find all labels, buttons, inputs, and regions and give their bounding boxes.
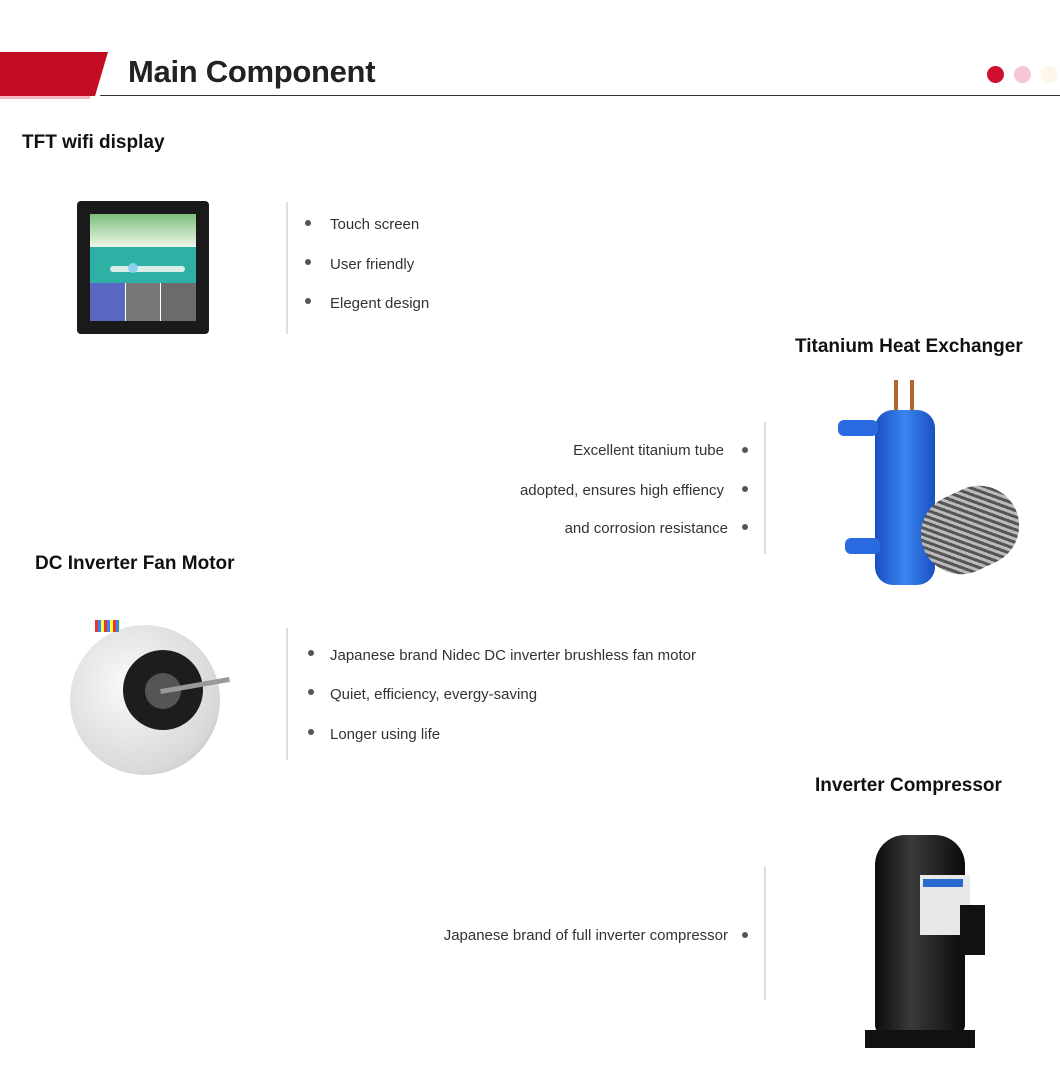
feature-item: Longer using life	[330, 726, 441, 743]
feature-item: User friendly	[330, 256, 415, 273]
bullet-icon	[305, 298, 311, 304]
feature-item: Japanese brand Nidec DC inverter brushless fan motor	[330, 647, 697, 664]
page-title: Main Component	[128, 54, 376, 89]
feature-item: and corrosion resistance	[564, 520, 728, 537]
section-title-fan-motor: DC Inverter Fan Motor	[35, 553, 235, 574]
fan-motor-image	[65, 615, 235, 785]
bullet-icon	[742, 524, 748, 530]
divider-heat-exchanger	[764, 422, 766, 554]
bullet-icon	[305, 259, 311, 265]
bullet-icon	[308, 729, 314, 735]
section-title-compressor: Inverter Compressor	[815, 775, 1002, 796]
bullet-icon	[308, 650, 314, 656]
pager-dot-2[interactable]	[1014, 66, 1031, 83]
bullet-icon	[742, 447, 748, 453]
feature-item: Excellent titanium tube	[573, 442, 724, 459]
section-title-heat-exchanger: Titanium Heat Exchanger	[795, 336, 1023, 357]
bullet-icon	[742, 486, 748, 492]
bullet-icon	[742, 932, 748, 938]
pager-dot-1[interactable]	[987, 66, 1004, 83]
divider-compressor	[764, 867, 766, 1000]
section-title-tft: TFT wifi display	[22, 132, 165, 153]
heat-exchanger-image	[830, 380, 1025, 590]
bullet-icon	[308, 689, 314, 695]
bullet-icon	[305, 220, 311, 226]
divider-fan-motor	[286, 628, 288, 760]
header-divider	[100, 95, 1060, 96]
feature-item: adopted, ensures high effiency	[519, 482, 724, 499]
header-accent-bar	[0, 52, 108, 96]
feature-item: Japanese brand of full inverter compressor	[443, 927, 728, 944]
compressor-image	[865, 835, 990, 1055]
tft-display-image	[77, 201, 209, 334]
feature-item: Elegent design	[330, 295, 430, 312]
pager-dot-3[interactable]	[1041, 66, 1058, 83]
divider-tft	[286, 202, 288, 334]
feature-item: Touch screen	[330, 216, 420, 233]
feature-item: Quiet, efficiency, evergy-saving	[330, 686, 538, 703]
